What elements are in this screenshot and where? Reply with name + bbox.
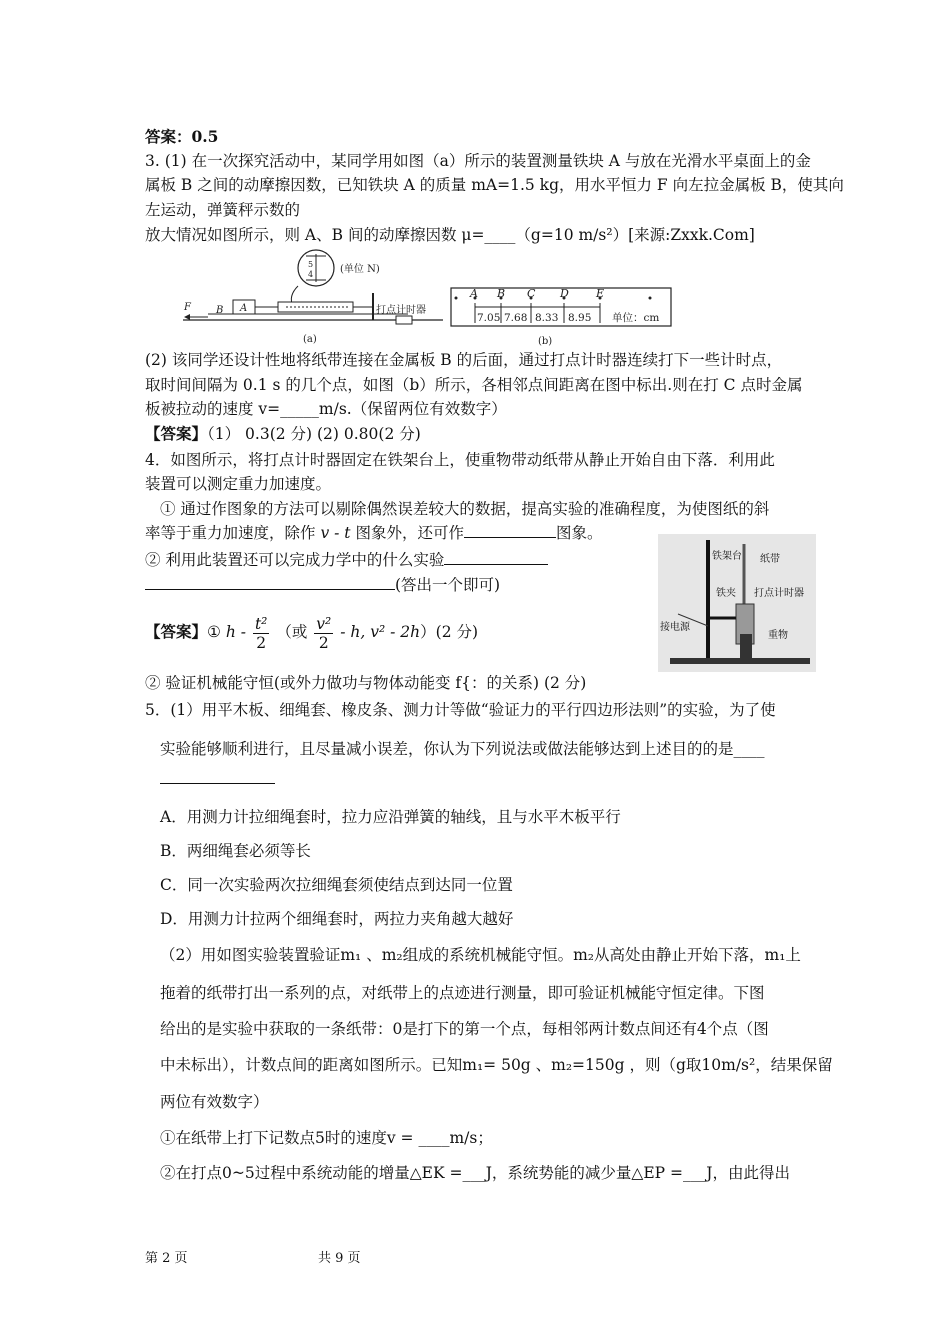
dist-de: 8.95: [568, 312, 592, 324]
tape-point-c: C: [527, 287, 536, 300]
q3-text-3: 左运动，弹簧秤示数的: [145, 201, 301, 219]
q3-text-2: 属板 B 之间的动摩擦因数，已知铁块 A 的质量 mA=1.5 kg，用水平恒力 F 向左拉金属板 B，使其向: [145, 176, 844, 194]
q4-sub1-1: ① 通过作图象的方法可以剔除偶然误差较大的数据，提高实验的准确程度，为使图纸的斜: [160, 500, 770, 518]
q5-answer-blank: [160, 769, 275, 784]
option-b: B．两细绳套必须等长: [160, 842, 311, 860]
scale-label-bottom: 4: [308, 270, 314, 279]
q5-part2-5: 两位有效数字）: [160, 1093, 269, 1111]
q5-part2-3: 给出的是实验中获取的一条纸带：0是打下的第一个点，每相邻两计数点间还有4个点（图: [160, 1020, 769, 1038]
label-weight: 重物: [768, 630, 788, 641]
label-paper-tape: 纸带: [760, 554, 780, 565]
tape-point-d: D: [560, 287, 569, 300]
block-a-label: A: [240, 303, 248, 314]
label-power: 接电源: [660, 622, 690, 633]
q5-text-1: 5．(1）用平木板、细绳套、橡皮条、测力计等做“验证力的平行四边形法则”的实验，为了使: [145, 701, 776, 719]
dist-bc: 7.68: [504, 312, 528, 324]
tape-unit: 单位：cm: [612, 312, 660, 324]
q4-sub2-1: ② 利用此装置还可以完成力学中的什么实验: [145, 549, 835, 571]
v-t-expression: v - t: [320, 524, 351, 542]
fraction-v2-over-2: $\frac{\text{v²}}{2}$: [316, 614, 332, 652]
answer-line: 答案：0.5: [145, 127, 219, 146]
q3-part2-2: 取时间间隔为 0.1 s 的几个点，如图（b）所示，各相邻点间距离在图中标出.则在打 C 点时金属: [145, 376, 803, 394]
dist-cd: 8.33: [535, 312, 559, 324]
dist-ab: 7.05: [477, 312, 501, 324]
q5-part2-6: ①在纸带上打下记数点5时的速度v = ____m/s；: [160, 1129, 493, 1147]
q5-text-2: 实验能够顺利进行，且尽量减小误差，你认为下列说法或做法能够达到上述目的的是____: [160, 740, 765, 758]
q4-sub2-2: (答出一个即可): [145, 574, 835, 596]
q3-answer: 【答案】（1） 0.3(2 分) (2) 0.80(2 分): [145, 424, 421, 443]
experiment-blank-1: [444, 550, 548, 565]
q5-part2-2: 拖着的纸带打出一系列的点，对纸带上的点迹进行测量，即可验证机械能守恒定律。下图: [160, 984, 765, 1002]
board-b-label: B: [216, 305, 224, 316]
q4-answer-2: ② 验证机械能守恒(或外力做功与物体动能变 f{：的关系) (2 分): [145, 674, 587, 692]
label-iron-stand: 铁架台: [712, 551, 742, 562]
figure-b-tape: [450, 283, 676, 348]
option-a: A．用测力计拉细绳套时，拉力应沿弹簧的轴线，且与水平木板平行: [160, 808, 621, 826]
label-clamp: 铁夹: [716, 588, 736, 599]
figure-a-apparatus: [178, 248, 448, 348]
q3-text-1: 3. (1) 在一次探究活动中，某同学用如图（a）所示的装置测量铁块 A 与放在光滑水平桌面上的金: [145, 152, 811, 170]
q5-part2-4: 中未标出），计数点间的距离如图所示。已知m₁= 50g 、m₂=150g ，则（g取10m/s²，结果保留: [160, 1056, 833, 1074]
option-c: C．同一次实验两次拉细绳套须使结点到达同一位置: [160, 876, 513, 894]
q3-text-4: 放大情况如图所示，则 A、B 间的动摩擦因数 μ=____（g=10 m/s²）[来源:Zxxk.Com]: [145, 226, 755, 244]
q4-text-1: 4．如图所示，将打点计时器固定在铁架台上，使重物带动纸带从静止开始自由下落．利用此: [145, 451, 775, 469]
q4-text-2: 装置可以测定重力加速度。: [145, 475, 332, 493]
tape-point-b: B: [497, 287, 506, 300]
q5-part2-1: （2）用如图实验装置验证m₁ 、m₂组成的系统机械能守恒。m₂从高处由静止开始下落，m₁上: [160, 946, 801, 964]
timer-label: 打点计时器: [376, 305, 426, 316]
force-f-label: F: [184, 302, 191, 313]
fraction-t2-over-2: $\frac{\text{t²}}{2}$: [254, 614, 268, 652]
q3-part2-3: 板被拉动的速度 v=_____m/s.（保留两位有效数字）: [145, 400, 507, 418]
q3-part2-1: (2) 该同学还设计性地将纸带连接在金属板 B 的后面，通过打点计时器连续打下一些计时点，: [145, 351, 783, 369]
experiment-blank-2: [145, 575, 395, 590]
q5-answer-blank-row: [160, 768, 850, 790]
figure-b-caption: (b): [538, 336, 553, 347]
q4-sub1-2: 率等于重力加速度，除作 v - t 图象外，还可作 图象。: [145, 524, 603, 542]
footer-page-number: 第 2 页: [145, 1251, 188, 1266]
tape-point-e: E: [596, 287, 605, 300]
q4-answer: 【答案】① h - $\frac{\text{t²}}{2}$ （或 $\frac{\text{v²}}{2}$ - h, v² - 2h）(2 分): [145, 614, 479, 652]
figure-a-caption: (a): [303, 334, 317, 345]
option-d: D．用测力计拉两个细绳套时，两拉力夹角越大越好: [160, 910, 514, 928]
unit-label: (单位 N): [340, 264, 380, 275]
q5-part2-7: ②在打点0~5过程中系统动能的增量△EK =___J，系统势能的减少量△EP =___J，由此得出: [160, 1164, 790, 1182]
tape-point-a: A: [470, 287, 478, 300]
label-timer: 打点计时器: [754, 588, 804, 599]
footer-total-pages: 共 9 页: [318, 1251, 361, 1266]
graph-answer-blank: [464, 523, 556, 538]
scale-label-top: 5: [308, 260, 314, 269]
figure-iron-stand: [658, 534, 816, 672]
weight-body: [740, 634, 752, 662]
